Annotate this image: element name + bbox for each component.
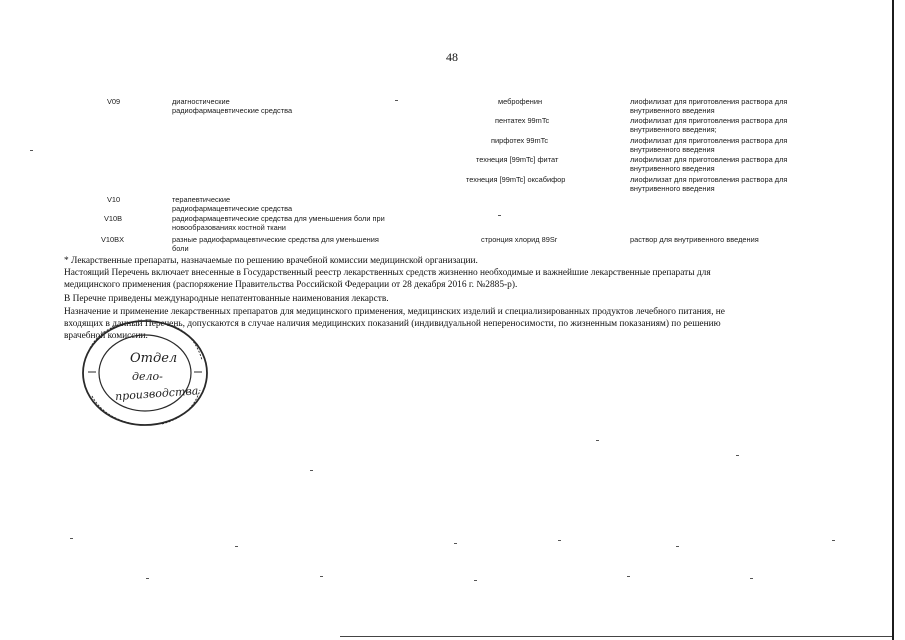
stamp-text-line1: Отдел (130, 351, 178, 366)
scan-speck (395, 100, 398, 101)
group-name-line: терапевтические (172, 195, 231, 204)
stamp-text-line3: производства (114, 384, 199, 404)
dosage-form-line: лиофилизат для приготовления раствора для (630, 175, 788, 184)
scan-speck (558, 540, 561, 541)
paragraph-line: Назначение и применение лекарственных препаратов для медицинского применения, медицинских изделий и специализированных продуктов лечебного питания, не (64, 307, 725, 317)
paragraph-line: В Перечне приведены международные непатентованные наименования лекарств. (64, 294, 389, 304)
substance-name: пирфотех 99mTc (491, 136, 549, 145)
scan-edge-bottom (340, 636, 892, 637)
scan-speck (235, 546, 238, 547)
scan-speck (474, 580, 477, 581)
dosage-form-line: внутривенного введения; (630, 125, 717, 134)
paragraph-line: Настоящий Перечень включает внесенные в Государственный реестр лекарственных средств жизненно необходимые и важнейшие лекарственные препараты для (64, 268, 711, 278)
scan-speck (832, 540, 835, 541)
dosage-form-line: внутривенного введения (630, 164, 715, 173)
atc-code: V10B (104, 214, 123, 223)
footnote: * Лекарственные препараты, назначаемые по решению врачебной комиссии медицинской организации. (64, 256, 478, 266)
group-name-line: радиофармацевтические средства (172, 204, 293, 213)
substance-name: технеция [99mTc] оксабифор (466, 175, 566, 184)
scan-speck (70, 538, 73, 539)
stamp-text-line2: дело- (132, 370, 163, 383)
scan-speck (30, 150, 33, 151)
scan-speck (627, 576, 630, 577)
group-name-line: радиофармацевтические средства для уменьшения боли при (172, 214, 385, 223)
scan-speck (454, 543, 457, 544)
paragraph-line: медицинского применения (распоряжение Правительства Российской Федерации от 28 декабря 2016 г. №2885-р). (64, 280, 518, 290)
scan-speck (146, 578, 149, 579)
group-name-line: радиофармацевтические средства (172, 106, 293, 115)
atc-code: V10BX (101, 235, 125, 244)
scan-speck (596, 440, 599, 441)
substance-name: технеция [99mTc] фитат (476, 155, 559, 164)
substance-name: стронция хлорид 89Sr (481, 235, 558, 244)
dosage-form-line: внутривенного введения (630, 106, 715, 115)
scan-speck (310, 470, 313, 471)
scan-speck (736, 455, 739, 456)
dosage-form-line: внутривенного введения (630, 145, 715, 154)
dosage-form-line: лиофилизат для приготовления раствора для (630, 116, 788, 125)
office-stamp (70, 312, 220, 434)
group-name-line: разные радиофармацевтические средства для уменьшения (172, 235, 379, 244)
page-number: 48 (446, 50, 458, 64)
dosage-form-line: внутривенного введения (630, 184, 715, 193)
group-name-line: диагностические (172, 97, 230, 106)
scan-edge-right (892, 0, 894, 640)
scan-speck (676, 546, 679, 547)
dosage-form-line: раствор для внутривенного введения (630, 235, 759, 244)
dosage-form-line: лиофилизат для приготовления раствора для (630, 136, 788, 145)
substance-name: пентатех 99mTc (495, 116, 550, 125)
substance-name: меброфенин (498, 97, 543, 106)
scan-speck (320, 576, 323, 577)
group-name-line: новообразованиях костной ткани (172, 223, 286, 232)
scan-speck (750, 578, 753, 579)
atc-code: V09 (107, 97, 121, 106)
group-name-line: боли (172, 244, 189, 253)
paragraph-line: врачебной комиссии. (64, 331, 148, 341)
dosage-form-line: лиофилизат для приготовления раствора для (630, 155, 788, 164)
paragraph-line: входящих в данный Перечень, допускаются в случае наличия медицинских показаний (индивидуальной непереносимости, по жизненным показаниям) по решению (64, 319, 721, 329)
atc-code: V10 (107, 195, 121, 204)
scan-speck (498, 215, 501, 216)
dosage-form-line: лиофилизат для приготовления раствора для (630, 97, 788, 106)
